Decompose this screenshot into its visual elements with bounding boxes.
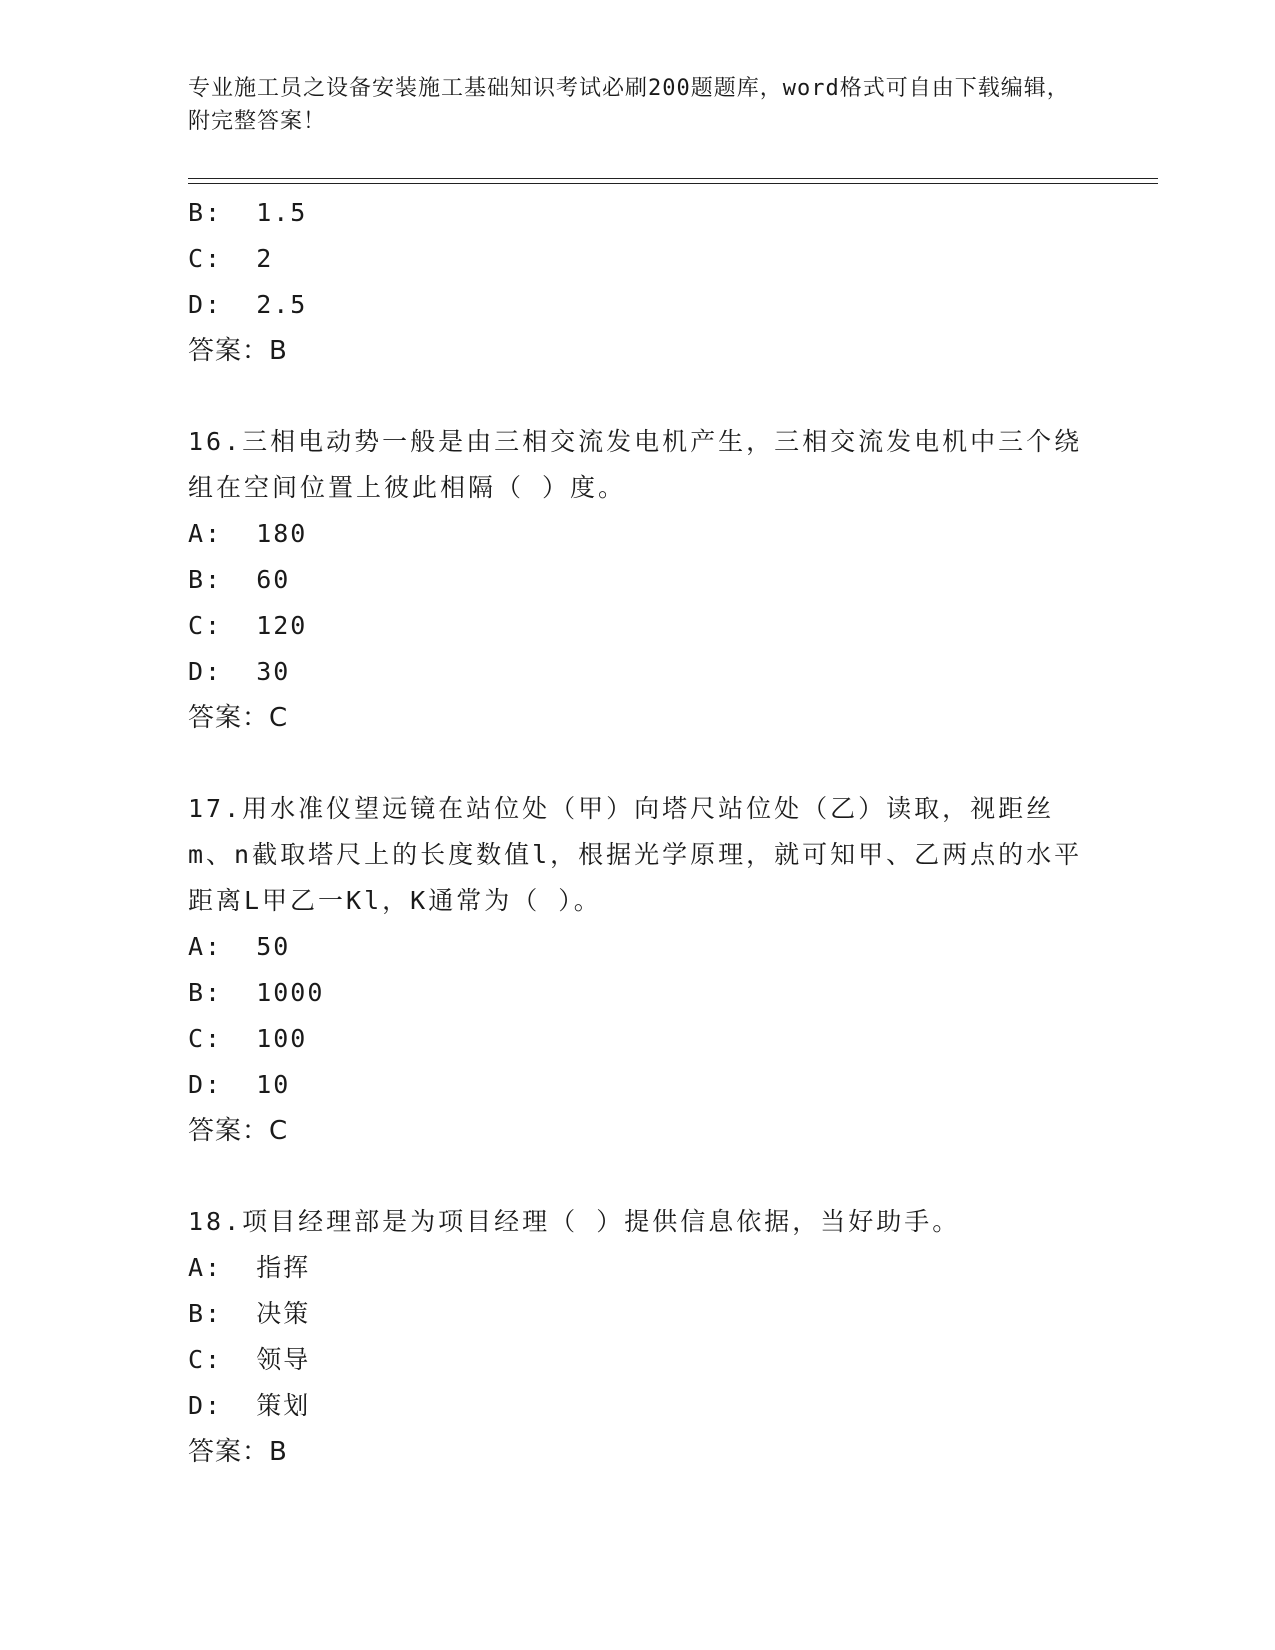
option-c: C: 领导 <box>188 1345 311 1374</box>
question-text: 16.三相电动势一般是由三相交流发电机产生，三相交流发电机中三个绕组在空间位置上彼此相隔（ ）度。 <box>188 427 1083 502</box>
answer-line: 答案：C <box>188 703 289 733</box>
question-18 <box>188 1199 1088 1475</box>
option-b: B: 决策 <box>188 1299 311 1328</box>
question-text: 18.项目经理部是为项目经理（ ）提供信息依据，当好助手。 <box>188 1207 961 1236</box>
question-16 <box>188 419 1088 741</box>
previous-question-tail <box>188 190 1088 374</box>
option-a: A: 180 <box>188 519 308 548</box>
option-c: C: 100 <box>188 1024 308 1053</box>
option-c: C: 2 <box>188 244 274 273</box>
option-c: C: 120 <box>188 611 308 640</box>
header-divider <box>188 178 1158 184</box>
option-a: A: 指挥 <box>188 1253 311 1282</box>
option-d: D: 2.5 <box>188 290 308 319</box>
question-text: 17.用水准仪望远镜在站位处（甲）向塔尺站位处（乙）读取，视距丝m、n截取塔尺上的长度数值l，根据光学原理，就可知甲、乙两点的水平距离L甲乙一Kl，K通常为（ ）。 <box>188 794 1083 915</box>
option-d: D: 10 <box>188 1070 291 1099</box>
option-d: D: 30 <box>188 657 291 686</box>
question-list <box>188 190 1088 1475</box>
answer-line: 答案：B <box>188 336 288 366</box>
option-b: B: 60 <box>188 565 291 594</box>
option-b: B: 1000 <box>188 978 325 1007</box>
page-header-title: 专业施工员之设备安装施工基础知识考试必刷200题题库，word格式可自由下载编辑，附完整答案！ <box>188 76 1070 134</box>
question-17 <box>188 786 1088 1154</box>
option-d: D: 策划 <box>188 1391 311 1420</box>
option-b: B: 1.5 <box>188 198 308 227</box>
option-a: A: 50 <box>188 932 291 961</box>
answer-line: 答案：B <box>188 1437 288 1467</box>
answer-line: 答案：C <box>188 1116 289 1146</box>
